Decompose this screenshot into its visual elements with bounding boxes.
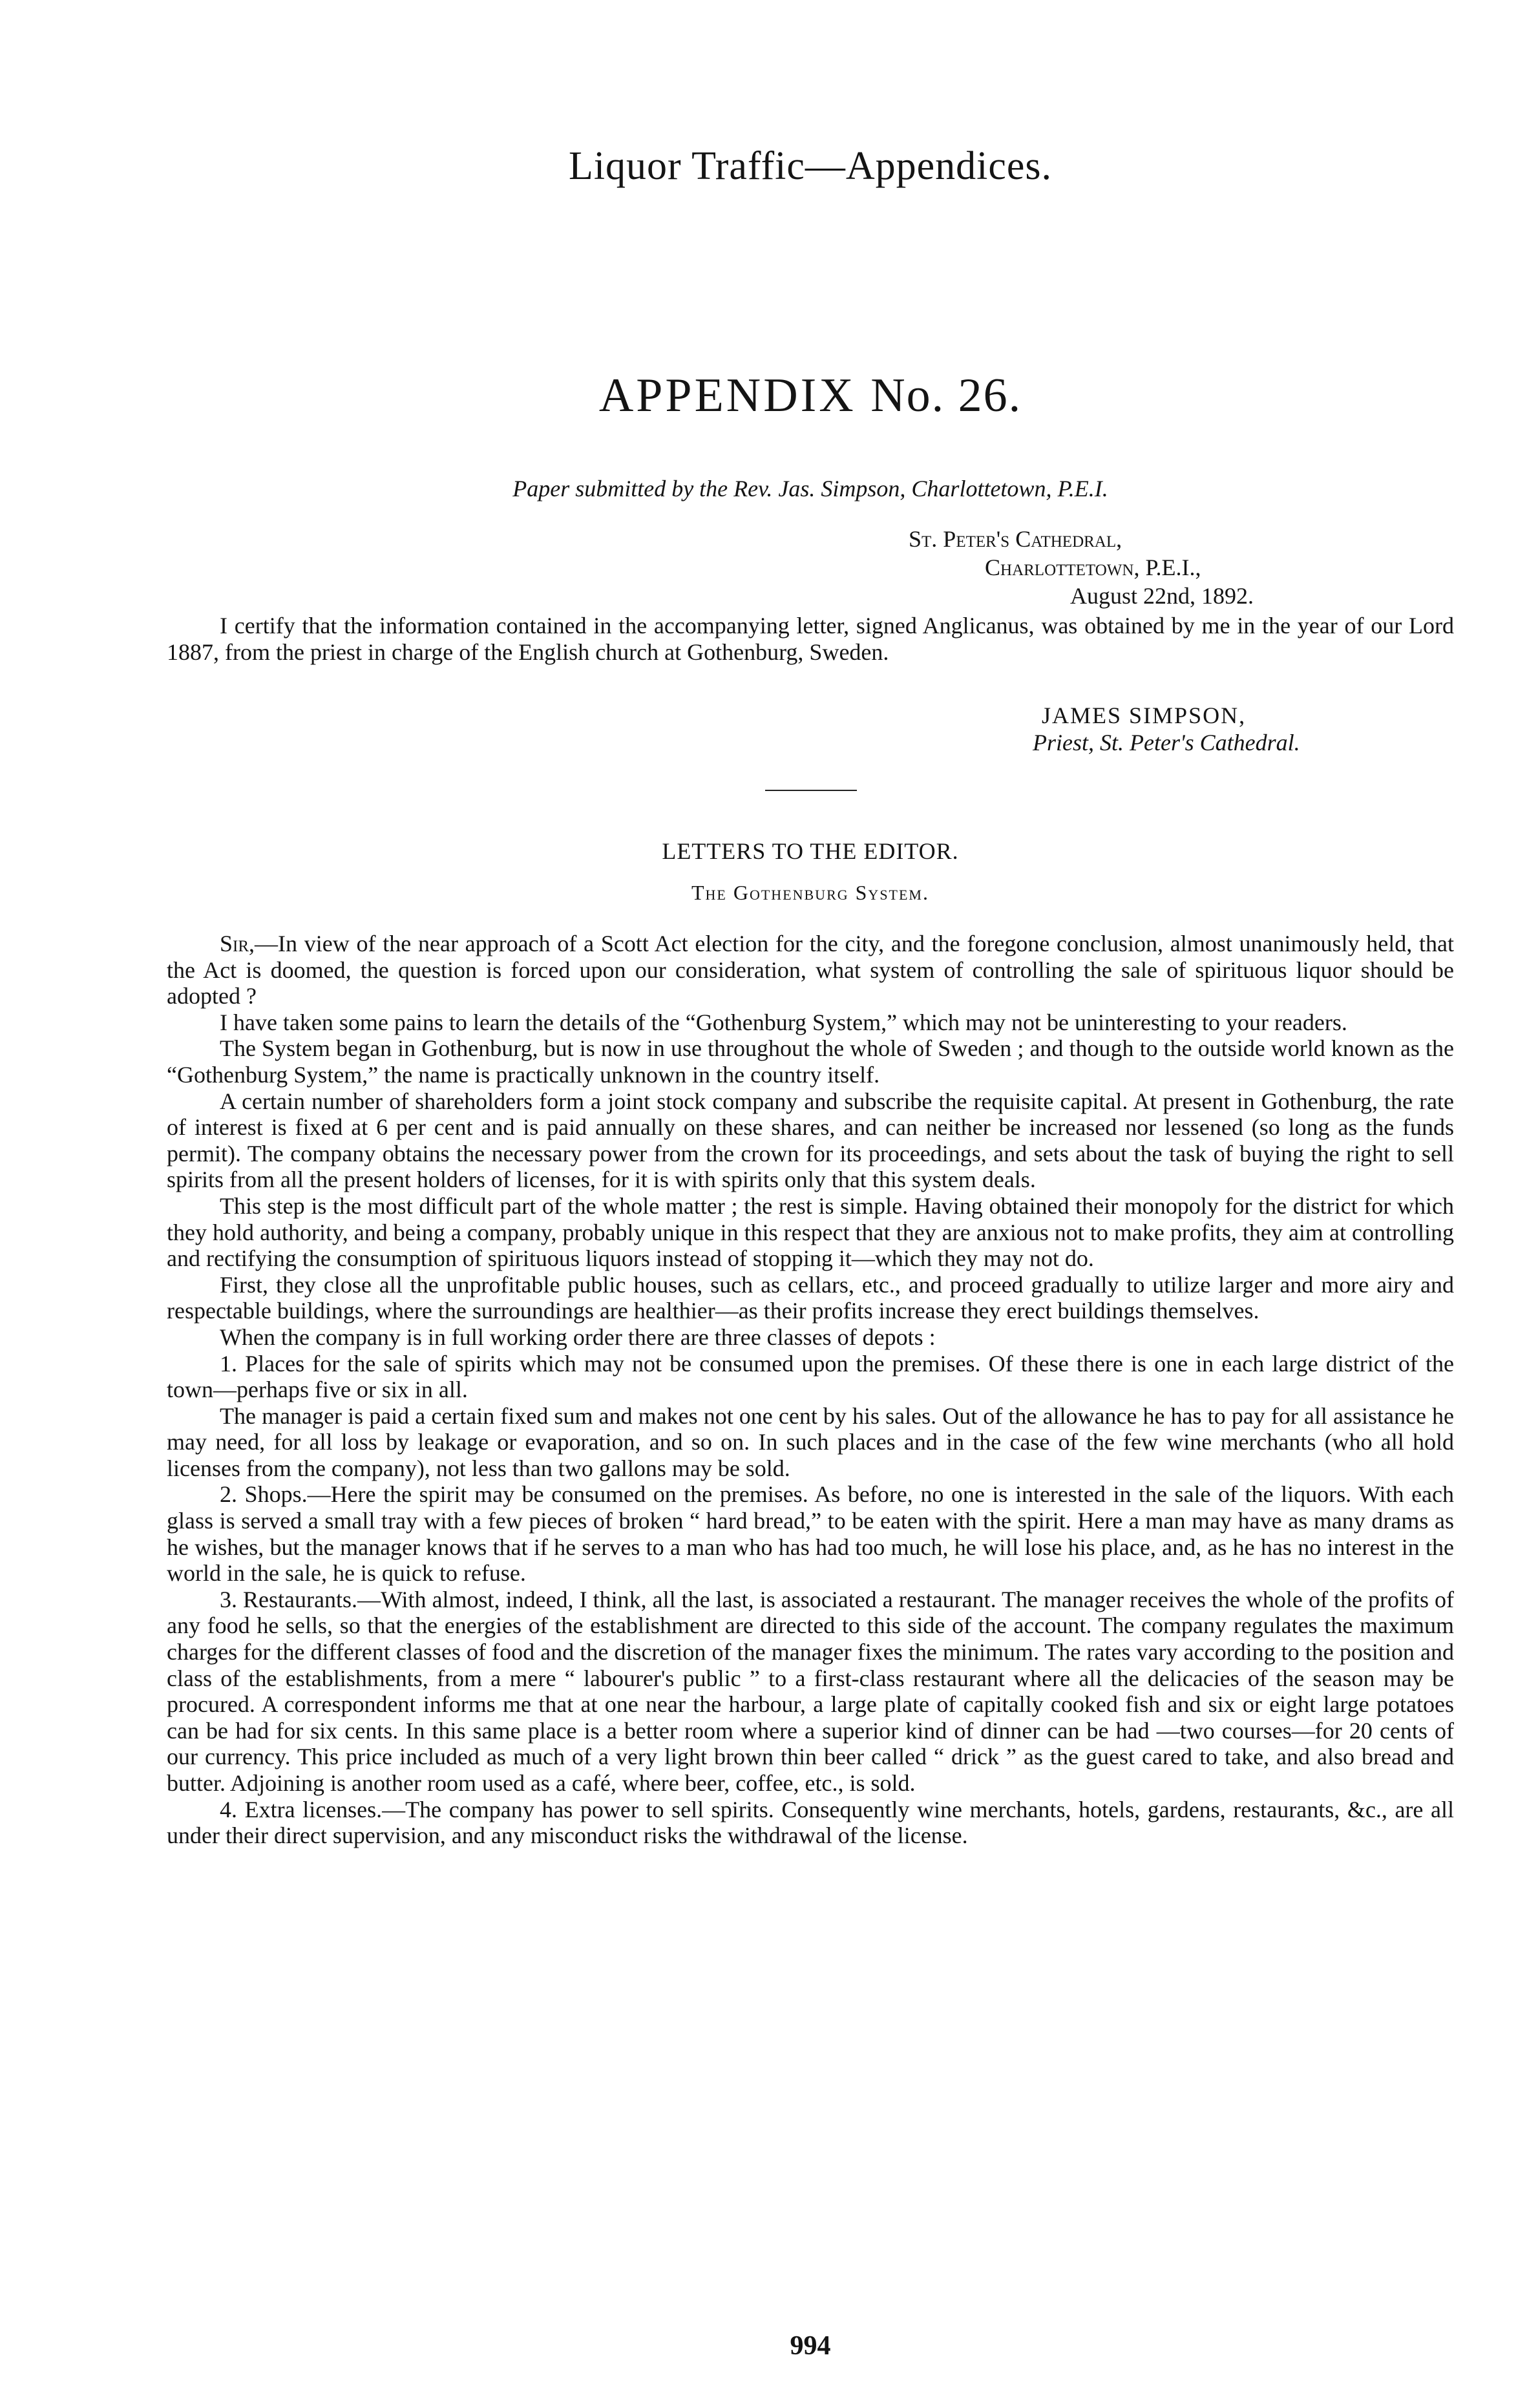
- paragraph: A certain number of shareholders form a joint stock company and subscribe the requisite capital. At present in Gothenburg, the rate of interest is fixed at 6 per cent and is paid annually on these shares, and can neither be increased nor lessened (so long as the funds permit). The company obtains the necessary power from the crown for its proceedings, and sets about the task of buying the right to sell spirits from all the present holders of licenses, for it is with spirits only that this system deals.: [167, 1088, 1454, 1193]
- paper-subtitle: Paper submitted by the Rev. Jas. Simpson, Charlottetown, P.E.I.: [512, 476, 1108, 502]
- address-line-2: Charlottetown, P.E.I.,: [985, 554, 1201, 580]
- paragraph: 1. Places for the sale of spirits which may not be consumed upon the premises. Of these there is one in each large district of the town—perhaps five or six in all.: [167, 1350, 1454, 1403]
- letters-heading: LETTERS TO THE EDITOR.: [662, 838, 959, 864]
- paragraph: The System began in Gothenburg, but is now in use throughout the whole of Sweden ; and though to the outside world known as the “Gothenburg System,” the name is practically unknown in the country itself.: [167, 1035, 1454, 1088]
- salutation: Sir,: [220, 931, 255, 956]
- paragraph: The manager is paid a certain fixed sum and makes not one cent by his sales. Out of the allowance he has to pay for all assistance he may need, for all loss by leakage or evaporation, and so on. In such places and in the case of the few wine merchants (who all hold licenses from the company), not less than two gallons may be sold.: [167, 1402, 1454, 1481]
- letter-body: [167, 931, 1454, 1849]
- section-divider: [765, 790, 857, 791]
- address-line-1: St. Peter's Cathedral,: [909, 526, 1122, 552]
- running-head: Liquor Traffic—Appendices.: [568, 144, 1053, 188]
- paragraph: When the company is in full working order there are three classes of depots :: [220, 1324, 936, 1350]
- appendix-label: APPENDIX: [598, 369, 856, 422]
- paragraph: [167, 931, 1454, 1009]
- paragraph: I have taken some pains to learn the details of the “Gothenburg System,” which may not be uninteresting to your readers.: [220, 1009, 1347, 1035]
- paragraph: First, they close all the unprofitable public houses, such as cellars, etc., and proceed gradually to utilize larger and more airy and respectable buildings, where the surroundings are healthier—as their profits increase they erect buildings themselves.: [167, 1271, 1454, 1324]
- system-heading: The Gothenburg System.: [691, 881, 929, 904]
- paragraph: This step is the most difficult part of the whole matter ; the rest is simple. Having obtained their monopoly for the district for which they hold authority, and being a company, probably unique in this respect that they are anxious not to make profits, they aim at controlling and rectifying the consumption of spirituous liquors instead of stopping it—which they may not do.: [167, 1192, 1454, 1272]
- paragraph: 4. Extra licenses.—The company has power to sell spirits. Consequently wine merchants, hotels, gardens, restaurants, &c., are all under their direct supervision, and any misconduct risks the withdrawal of the license.: [167, 1796, 1454, 1849]
- page-number: 994: [790, 2331, 831, 2361]
- paragraph-text: —In view of the near approach of a Scott Act election for the city, and the foregone conclusion, almost unanimously held, that the Act is doomed, the question is forced upon our consideration, what system of controlling the sale of spirituous liquor should be adopted ?: [167, 931, 1454, 1009]
- signature-block: [167, 702, 1454, 756]
- appendix-number: No. 26.: [870, 369, 1022, 422]
- signature-name: JAMES SIMPSON,: [1042, 702, 1247, 728]
- appendix-title: [167, 368, 1454, 423]
- paragraph: 2. Shops.—Here the spirit may be consumed on the premises. As before, no one is interested in the sale of the liquors. With each glass is served a small tray with a few pieces of broken “ hard bread,” to be eaten with the spirit. Here a man may have as many drams as he wishes, but the manager knows that if he serves to a man who has had too much, he will lose his place, and, as he has no interest in the world in the sale, he is quick to refuse.: [167, 1481, 1454, 1587]
- signature-title: Priest, St. Peter's Cathedral.: [1033, 730, 1300, 755]
- certificate-paragraph: I certify that the information contained in the accompanying letter, signed Anglicanus, was obtained by me in the year of our Lord 1887, from the priest in charge of the English church at Gothenburg, Sweden.: [167, 613, 1454, 665]
- address-date: August 22nd, 1892.: [1070, 583, 1254, 609]
- sender-address: [167, 525, 1454, 610]
- paragraph: 3. Restaurants.—With almost, indeed, I think, all the last, is associated a restaurant. The manager receives the whole of the profits of any food he sells, so that the energies of the establishment are directed to this side of the account. The company regulates the maximum charges for the different classes of food and the discretion of the manager fixes the minimum. The rates vary according to the position and class of the establishments, from a mere “ labourer's public ” to a first-class restaurant where all the delicacies of the season may be procured. A correspondent informs me that at one near the harbour, a large plate of capitally cooked fish and six or eight large potatoes can be had for six cents. In this same place is a better room where a superior kind of dinner can be had —two courses—for 20 cents of our currency. This price included as much of a very light brown thin beer called “ drick ” as the guest cared to take, and also bread and butter. Adjoining is another room used as a café, where beer, coffee, etc., is sold.: [167, 1586, 1454, 1796]
